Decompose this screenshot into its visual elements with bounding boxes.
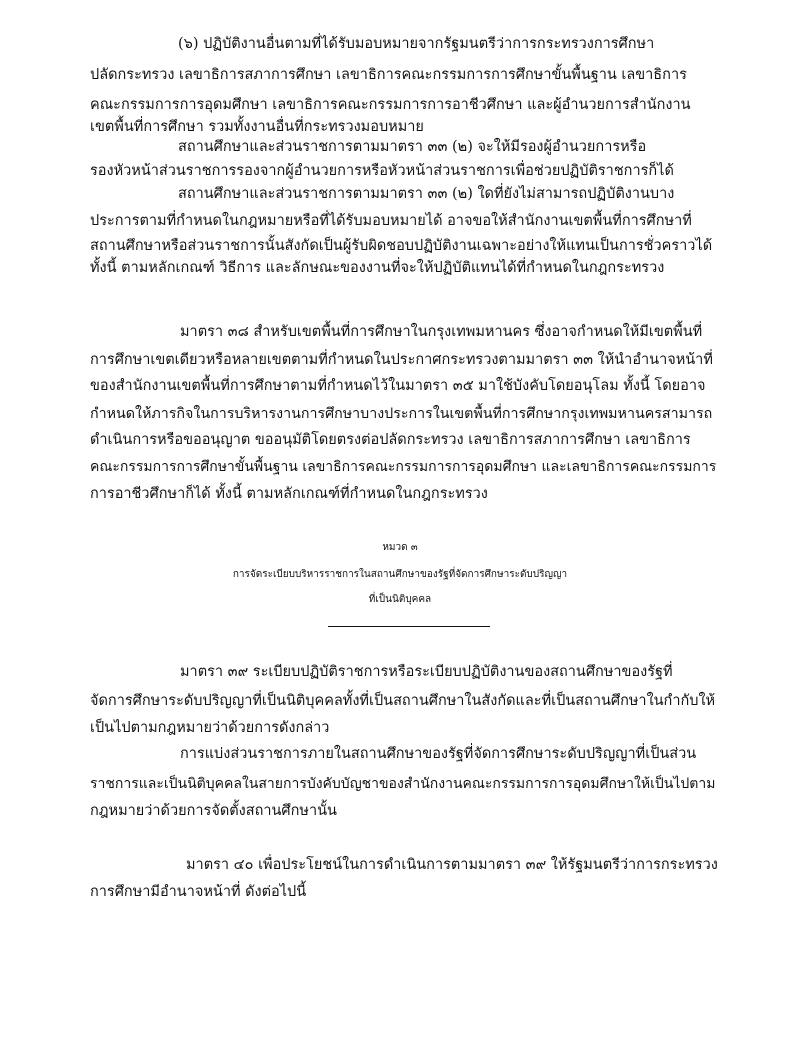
chapter-divider	[328, 626, 490, 627]
section-38-line-5: ดำเนินการหรือขออนุญาต ขออนุมัติโดยตรงต่อปลัดกระทรวง เลขาธิการสภาการศึกษา เลขาธิการ	[90, 432, 691, 448]
chapter-number: หมวด ๓	[382, 542, 418, 553]
section-38-line-4: กำหนดให้ภารกิจในการบริหารงานการศึกษาบางประการในเขตพื้นที่การศึกษากรุงเทพมหานครสามารถ	[90, 406, 713, 422]
section-40-line-1: มาตรา ๔๐ เพื่อประโยชน์ในการดำเนินการตามมาตรา ๓๙ ให้รัฐมนตรีว่าการกระทรวง	[186, 857, 718, 873]
para-school-2-line-1: สถานศึกษาและส่วนราชการตามมาตรา ๓๓ (๒) ใดที่ยังไม่สามารถปฏิบัติงานบาง	[178, 186, 675, 202]
chapter-title-line-2: ที่เป็นนิติบุคคล	[368, 594, 432, 605]
section-39-a-line-1: มาตรา ๓๙ ระเบียบปฏิบัติราชการหรือระเบียบปฏิบัติงานของสถานศึกษาของรัฐที่	[180, 664, 673, 680]
para-school-1-line-2: รองหัวหน้าส่วนราชการรองจากผู้อำนวยการหรือหัวหน้าส่วนราชการเพื่อช่วยปฏิบัติราชการก็ได้	[90, 163, 674, 179]
section-39-b-line-3: กฎหมายว่าด้วยการจัดตั้งสถานศึกษานั้น	[90, 803, 337, 819]
section-39-a-line-2: จัดการศึกษาระดับปริญญาที่เป็นนิติบุคคลทั้งที่เป็นสถานศึกษาในสังกัดและที่เป็นสถานศึกษาในกำกับให้	[90, 693, 716, 709]
para-6-line-2: ปลัดกระทรวง เลขาธิการสภาการศึกษา เลขาธิการคณะกรรมการการศึกษาขั้นพื้นฐาน เลขาธิการ	[90, 67, 687, 83]
para-school-2-line-2: ประการตามที่กำหนดในกฎหมายหรือที่ได้รับมอบหมายได้ อาจขอให้สำนักงานเขตพื้นที่การศึกษาที่	[90, 213, 692, 229]
section-38-line-1: มาตรา ๓๘ สำหรับเขตพื้นที่การศึกษาในกรุงเทพมหานคร ซึ่งอาจกำหนดให้มีเขตพื้นที่	[180, 324, 703, 340]
para-6-line-3: คณะกรรมการการอุดมศึกษา เลขาธิการคณะกรรมการการอาชีวศึกษา และผู้อำนวยการสำนักงาน	[90, 97, 691, 113]
section-38-line-7: การอาชีวศึกษาก็ได้ ทั้งนี้ ตามหลักเกณฑ์ที่กำหนดในกฎกระทรวง	[90, 486, 488, 502]
section-38-line-2: การศึกษาเขตเดียวหรือหลายเขตตามที่กำหนดในประกาศกระทรวงตามมาตรา ๓๓ ให้นำอำนาจหน้าที่	[90, 352, 713, 368]
para-6-line-4: เขตพื้นที่การศึกษา รวมทั้งงานอื่นที่กระทรวงมอบหมาย	[90, 119, 424, 135]
para-6-line-1: (๖) ปฏิบัติงานอื่นตามที่ได้รับมอบหมายจากรัฐมนตรีว่าการกระทรวงการศึกษา	[178, 36, 655, 52]
section-39-b-line-2: ราชการและเป็นนิติบุคคลในสายการบังคับบัญชาของสำนักงานคณะกรรมการการอุดมศึกษาให้เป็นไปตาม	[90, 776, 716, 792]
para-school-2-line-3: สถานศึกษาหรือส่วนราชการนั้นสังกัดเป็นผู้รับผิดชอบปฏิบัติงานเฉพาะอย่างให้แทนเป็นการชั่วคราวได้	[90, 238, 713, 254]
para-school-1-line-1: สถานศึกษาและส่วนราชการตามมาตรา ๓๓ (๒) จะให้มีรองผู้อำนวยการหรือ	[178, 139, 647, 155]
section-39-a-line-3: เป็นไปตามกฎหมายว่าด้วยการดังกล่าว	[90, 720, 330, 736]
chapter-title-line-1: การจัดระเบียบบริหารราชการในสถานศึกษาของรัฐที่จัดการศึกษาระดับปริญญา	[232, 569, 568, 580]
section-38-line-6: คณะกรรมการการศึกษาขั้นพื้นฐาน เลขาธิการคณะกรรมการการอุดมศึกษา และเลขาธิการคณะกรรมการ	[90, 459, 717, 475]
section-39-b-line-1: การแบ่งส่วนราชการภายในสถานศึกษาของรัฐที่จัดการศึกษาระดับปริญญาที่เป็นส่วน	[180, 746, 697, 762]
para-school-2-line-4: ทั้งนี้ ตามหลักเกณฑ์ วิธีการ และลักษณะของงานที่จะให้ปฏิบัติแทนได้ที่กำหนดในกฎกระทรวง	[90, 260, 665, 276]
section-38-line-3: ของสำนักงานเขตพื้นที่การศึกษาตามที่กำหนดไว้ในมาตรา ๓๕ มาใช้บังคับโดยอนุโลม ทั้งนี้ โดยอาจ	[90, 378, 706, 394]
section-40-line-2: การศึกษามีอำนาจหน้าที่ ดังต่อไปนี้	[90, 884, 307, 900]
